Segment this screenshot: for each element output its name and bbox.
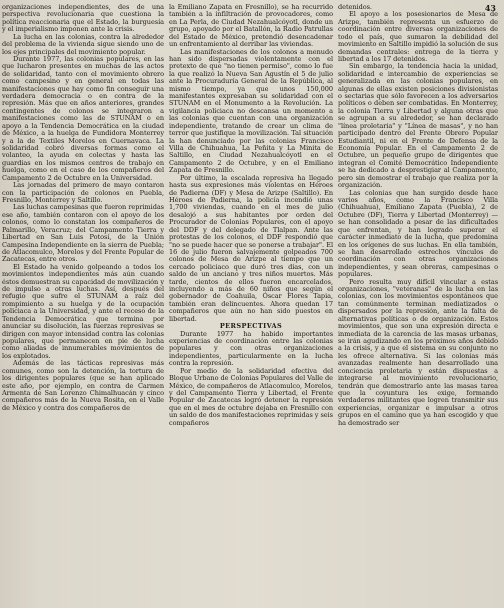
- paragraph: detenidos.: [338, 4, 372, 11]
- paragraph: la Emiliano Zapata en Fresnillo), se ha recurrido también a la infiltración de provocadores, como en La Perla, de Ciudad Nezahualcóyotl, donde un grupo, apoyado por el Batallón, la Radio Patrullas del Estado de México, pretendió desencadenar un enfrentamiento al derribar las viviendas.: [169, 4, 333, 49]
- paragraph: Las colonias que han surgido desde hace varios años, como la Francisco Villa (Chihuahua), Emiliano Zapata (Puebla), 2 de Octubre (DF), Tierra y Libertad (Monterrey) — se han consolidado a pesar de las dificultades que enfrentan, y han logrado superar el carácter inmediato de la lucha, que predomina en los orígenes de sus luchas. En ella también, se han desarrollado estrechos vínculos de coordinación con otras organizaciones independientes, y sean obreras, campesinas o populares.: [338, 188, 498, 279]
- paragraph: Durante 1977 ha habido importantes experiencias de coordinación entre las colonias populares y con otras organizaciones independientes, particularmente en la lucha contra la represión.: [169, 329, 333, 368]
- column-3: [338, 4, 498, 604]
- paragraph: El apoyo a los posesionarios de Mesa de Arizpe, también representa un esfuerzo de coordinación entre diversas organizaciones de todo el país, que sumaron la debilidad del movimiento en Saltillo impidió la solución de sus demandas centrales: entrega de la tierra y libertad a los 17 detenidos.: [338, 10, 498, 63]
- section-heading: PERSPECTIVAS: [219, 322, 283, 331]
- paragraph: Las luchas campesinas que fueron reprimidas ese año, también contaron con el apoyo de los colonos, como lo constatan los compañeros de Palmarillo, Veracruz; del Campamento Tierra y Libertad en San Luis Potosí, de la Unión Campesina Independiente en la sierra de Puebla; de Atlacomulco, Morelos y del Frente Popular de Zacatecas, entre otros.: [2, 203, 164, 264]
- paragraph: Pero resulta muy difícil vincular a estas organizaciones, "veteranas" de la lucha en las colonias, con los movimientos espontáneos que tan comúnmente terminan mediatizados o dispersados por la represión, ante la falta de alternativas políticas o de organización. Estos movimientos, que son una expresión directa e inmediata de la carencia de las masas urbanas, se irán agudizando en los próximos años debido a la crisis, y a que el sistema en su conjunto no les ofrece alternativa. Si las colonias más avanzadas realmente han desarrollado una conciencia proletaria y están dispuestas a integrarse al movimiento revolucionario, tendrán que demostrarlo ante las masas tarea que la coyuntura les exige, formando verdaderos militantes que logren transmitir sus experiencias, organizar e impulsar a otros grupos en el camino que ya han escogido y que ha demostrado ser: [338, 277, 498, 427]
- text-columns: [2, 4, 498, 604]
- paragraph: Durante 1977, las colonias populares, en las que lucharon presentes en muchas de las actos de solidaridad, tanto con el movimiento obrero como campesino y en general en todas las manifestaciones que hay como fin conseguir una verdadera democracia o en contra de la represión. Más que en años anteriores, grandes contingentes de colonos se integraron a manifestaciones como las de STUNAM o en apoyo a la Tendencia Democrática en la ciudad de México, a la huelga de Fundidora Monterrey y a la de Textiles Morelos en Cuernavaca. La solidaridad cobró diversas formas como el volanteo, la ayuda en colectas y hasta las guardias en los mismos centros de trabajo en huelga, como en el caso de los compañeros del Campamento 2 de Octubre en la Universidad.: [2, 54, 164, 182]
- paragraph: El Estado ha venido golpeando a todos los movimientos independientes más aún cuando éstos demuestran su capacidad de movilización y de impulso a otras luchas. Así, después del refugio que sufre el STUNAM a raíz del rompimiento a su huelga y de la ocupación policiaca a la Universidad, y ante el receso de la Tendencia Democrática que termina por anunciar su disolución, las fuerzas represivas se dirigen con mayor intensidad contra las colonias populares, que permanecen en pie de lucha como aliadas de innumerables movimientos de los explotados.: [2, 262, 164, 360]
- page-number: 43: [484, 3, 496, 13]
- paragraph: Las jornadas del primero de mayo contaron con la participación de colonos en Puebla, Fresnillo, Monterrey y Saltillo.: [2, 181, 164, 204]
- paragraph: Las manifestaciones de los colonos a menudo han sido dispersadas violentamente con el pretexto de que "no tienen permiso", como lo fue la que realizó la Nueva San Agustín el 5 de julio ante la Procuraduría General de la República, al mismo tiempo, ya que unos 150,000 manifestantes expresaban su solidaridad con el STUNAM en el Monumento a la Revolución. La vigilancia policiaca no descansa un momento a las colonias que cuentan con una organización independiente, tratando de crear un clima de terror que justifique la movilización. Tal situación la han denunciado por las colonias Francisco Villa de Chihuahua, La Peñita y La Minita de Saltillo, en Ciudad Nezahualcóyotl en el Campamento 2 de Octubre, y en el Emiliano Zapata de Fresnillo.: [169, 47, 333, 175]
- paragraph: organizaciones independientes, des de una perspectiva revolucionaria que cuestiona la política reaccionaria que el Estado, la burguesía y el imperialismo imponen ante la crisis.: [2, 4, 164, 34]
- paragraph: Por último, la escalada represiva ha llegado hasta sus expresiones más violentas en Héroes de Padierna (DF) y Mesa de Arizpe (Saltillo). En Héroes de Padierna, la policía incendió unas 1,700 viviendas, cuando en el mes de julio desalojó a sus habitantes por orden del Procurador de Colonias Populares, con el apoyo del DDF y del delegado de Tlalpan. Ante las protestas de los colonos, el DDF respondió que "no se puede hacer que se ponerse a trabajar". El 16 de julio fueron salvajemente golpeados 700 colonos de Mesa de Arizpe al tiempo que un cercado policiaco que duró tres días, con un saldo de un anciano y tres niños muertos. Más tarde, cientos de ellos fueron encarcelados, incluyendo a más de 60 niños que según el gobernador de Coahuila, Óscar Flores Tapia, también eran delincuentes. Ahora quedan 17 compañeros que aún no han sido puestos en libertad.: [169, 173, 333, 323]
- paragraph: Sin embargo, la tendencia hacia la unidad, solidaridad e intercambio de experiencias se generalizada en las colonias populares, en algunas de ellas existen posiciones divisionistas o sectarias que sólo favorecen a los adversarios políticos o deben ser combatidas. En Monterrey, la colonia Tierra y Libertad y alguna otras que se agrupan a su alrededor, se han declarado "línea proletaria" y "Línea de masas", y no han participado dentro del Frente Obrero Popular Estudiantil, ni en el Frente de Defensa de la Economía Popular. En el Campamento 2 de Octubre, un pequeño grupo de dirigentes que integran el Comité Democrático Independiente se ha dedicado a desprestigiar al Campamento, pero sin demostrar el trabajo que realiza por la organización.: [338, 62, 498, 190]
- paragraph: La lucha en las colonias, contra la alrededor del problema de la vivienda sigue siendo uno de los ejes principales del movimiento popular.: [2, 32, 164, 56]
- column-2: [169, 4, 333, 604]
- column-1: [2, 4, 164, 604]
- paragraph: Por medio de la solidaridad efectiva del Bloque Urbano de Colonias Populares del Valle de México, de compañeros de Atlacomulco, Morelos, y del Campamento Tierra y Libertad, el Frente Popular de Zacatecas logró detener la represión que en el mes de octubre dejaba en Fresnillo con un saldo de dos manifestaciones reprimidas y seis compañeros: [169, 366, 333, 427]
- paragraph: Además de las tácticas represivas más comunes, como son la detención, la tortura de los dirigentes populares (que se han aplicado este año, por ejemplo, en contra de Carmen Armenta de San Lorenzo Chimalhuacán y cinco compañeros más de la Nueva Rosita, en el Valle de México y contra dos compañeros de: [2, 359, 164, 412]
